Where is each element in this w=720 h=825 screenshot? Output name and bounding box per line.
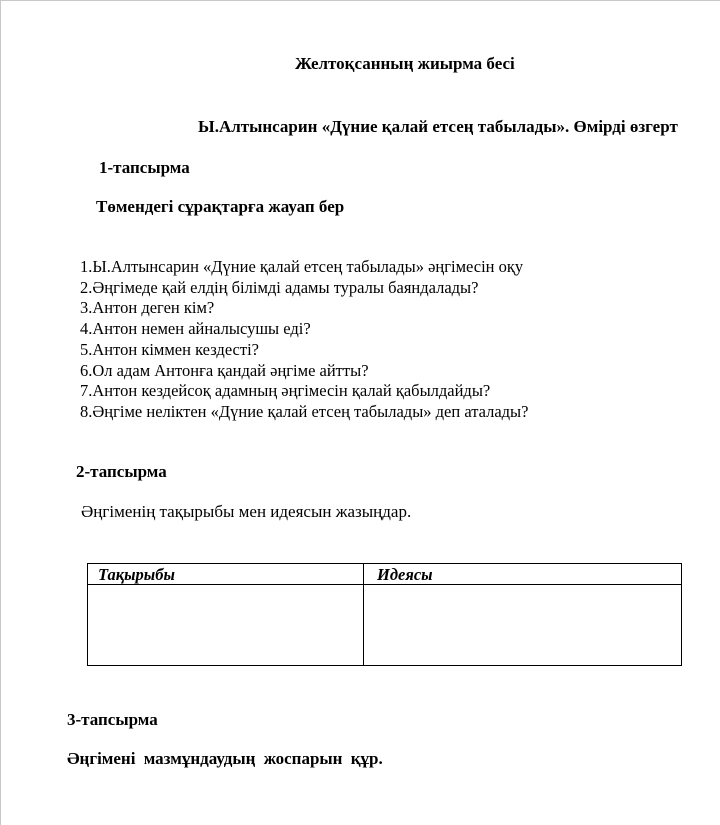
question-item: 3.Антон деген кім? — [80, 298, 215, 318]
table-header-idea: Идеясы — [377, 565, 433, 584]
page-edge-left — [0, 0, 1, 825]
question-item: 2.Әңгімеде қай елдің білімді адамы туралы баяндалады? — [80, 277, 479, 297]
date-title: Желтоқсанның жиырма бесі — [295, 54, 515, 73]
task2-heading: 2-тапсырма — [76, 462, 167, 481]
question-item: 8.Әңгіме неліктен «Дүние қалай етсең табылады» деп аталады? — [80, 401, 529, 421]
page-edge-top — [0, 0, 720, 1]
question-list — [80, 257, 528, 423]
question-item: 6.Ол адам Антонға қандай әңгіме айтты? — [80, 360, 369, 380]
table-column-divider — [363, 564, 364, 665]
table-header-divider — [88, 584, 681, 585]
task3-instruction: Әңгімені мазмұндаудың жоспарын құр. — [67, 749, 383, 768]
task3-heading: 3-тапсырма — [67, 710, 158, 729]
task1-heading: 1-тапсырма — [99, 158, 190, 177]
question-item: 7.Антон кездейсоқ адамның әңгімесін қалай қабылдайды? — [80, 381, 491, 401]
question-item: 1.Ы.Алтынсарин «Дүние қалай етсең табылады» әңгімесін оқу — [80, 257, 524, 276]
question-item: 4.Антон немен айналысушы еді? — [80, 319, 311, 339]
task1-instruction: Төмендегі сұрақтарға жауап бер — [96, 197, 345, 216]
table-header-topic: Тақырыбы — [98, 565, 175, 584]
lesson-subtitle: Ы.Алтынсарин «Дүние қалай етсең табылады». Өмірді өзгерт — [198, 117, 678, 136]
question-item: 5.Антон кіммен кездесті? — [80, 339, 260, 359]
task2-instruction: Әңгіменің тақырыбы мен идеясын жазыңдар. — [81, 502, 412, 521]
topic-idea-table — [87, 563, 682, 666]
